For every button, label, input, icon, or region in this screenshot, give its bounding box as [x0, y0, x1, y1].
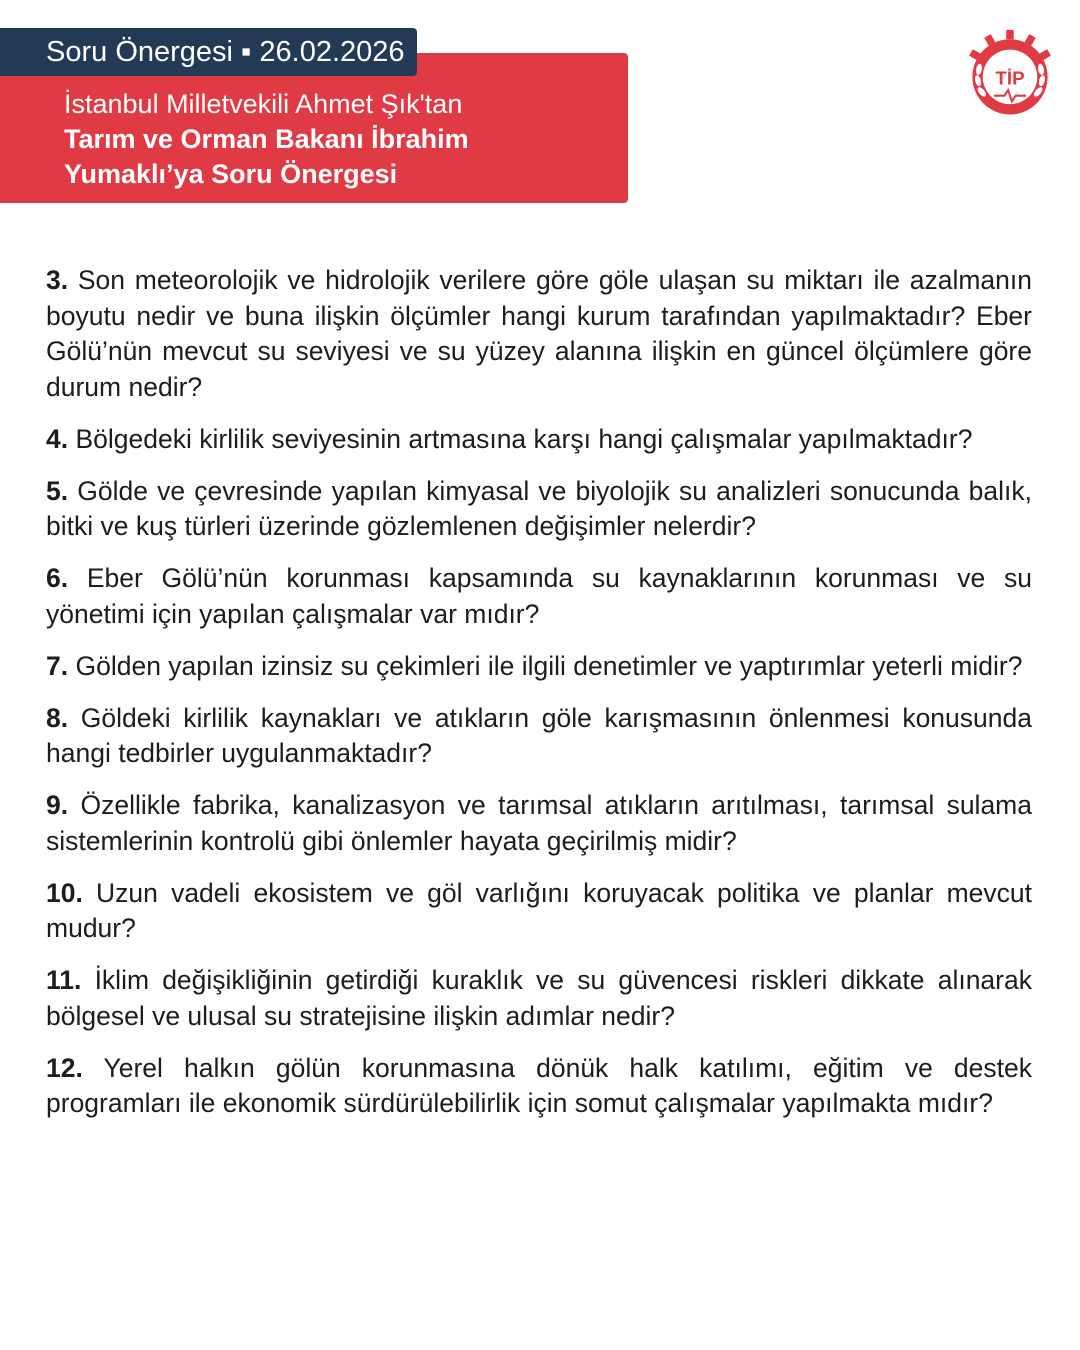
question-text: Gölden yapılan izinsiz su çekimleri ile ilgili denetimler ve yaptırımlar yeterli midir?	[75, 650, 1023, 681]
question-number: 11.	[46, 965, 82, 995]
question-text: Uzun vadeli ekosistem ve göl varlığını koruyacak politika ve planlar mevcut mudur?	[46, 877, 1032, 943]
question-number: 8.	[46, 702, 69, 733]
question-number: 3.	[46, 265, 69, 295]
question-number: 9.	[46, 790, 69, 820]
question-text: İklim değişikliğinin getirdiği kuraklık ve su güvencesi riskleri dikkate alınarak bölgesel ve ulusal su stratejisine ilişkin adımlar nedir?	[46, 965, 1032, 1031]
question-number: 6.	[46, 563, 69, 593]
question-item	[46, 963, 1032, 1034]
header-title-block	[64, 86, 604, 192]
question-text: Son meteorolojik ve hidrolojik verilere göre göle ulaşan su miktarı ile azalmanın boyutu nedir ve buna ilişkin ölçümler hangi kurum tarafından yapılmaktadır? Eber Gölü’nün mevcut su seviyesi ve su yüzey alanına ilişkin en güncel ölçümlere göre durum nedir?	[46, 265, 1032, 402]
question-text: Göldeki kirlilik kaynakları ve atıkların göle karışmasının önlenmesi konusunda hangi tedbirler uygulanmaktadır?	[46, 702, 1032, 768]
question-number: 7.	[46, 650, 69, 681]
question-item	[46, 1051, 1032, 1122]
tip-logo-icon	[963, 28, 1057, 122]
question-item	[46, 422, 1032, 458]
question-text: Yerel halkın gölün korunmasına dönük halk katılımı, eğitim ve destek programları ile ekonomik sürdürülebilirlik için somut çalışmalar yapılmakta mıdır?	[46, 1052, 1032, 1118]
logo-text: TİP	[995, 67, 1025, 89]
question-list	[46, 263, 1032, 1138]
header-title: Tarım ve Orman Bakanı İbrahim Yumaklı’ya Soru Önergesi	[64, 124, 469, 189]
question-number: 4.	[46, 423, 69, 454]
question-number: 10.	[46, 877, 83, 908]
question-item	[46, 474, 1032, 545]
question-number: 12.	[46, 1052, 83, 1083]
question-item	[46, 876, 1032, 947]
question-item	[46, 788, 1032, 859]
question-number: 5.	[46, 475, 69, 506]
question-text: Özellikle fabrika, kanalizasyon ve tarımsal atıkların arıtılması, tarımsal sulama sistemlerinin kontrolü gibi önlemler hayata geçirilmiş midir?	[46, 790, 1032, 856]
question-item	[46, 263, 1032, 405]
header-subtitle: İstanbul Milletvekili Ahmet Şık'tan	[64, 89, 463, 119]
question-item	[46, 561, 1032, 632]
question-item	[46, 701, 1032, 772]
question-text: Gölde ve çevresinde yapılan kimyasal ve biyolojik su analizleri sonucunda balık, bitki ve kuş türleri üzerinde gözlemlenen değişimler nelerdir?	[46, 475, 1032, 541]
question-item	[46, 649, 1032, 685]
question-text: Eber Gölü’nün korunması kapsamında su kaynaklarının korunması ve su yönetimi için yapılan çalışmalar var mıdır?	[46, 563, 1032, 629]
question-text: Bölgedeki kirlilik seviyesinin artmasına karşı hangi çalışmalar yapılmaktadır?	[75, 423, 973, 454]
date-tag: Soru Önergesi ▪ 26.02.2026	[0, 28, 417, 76]
